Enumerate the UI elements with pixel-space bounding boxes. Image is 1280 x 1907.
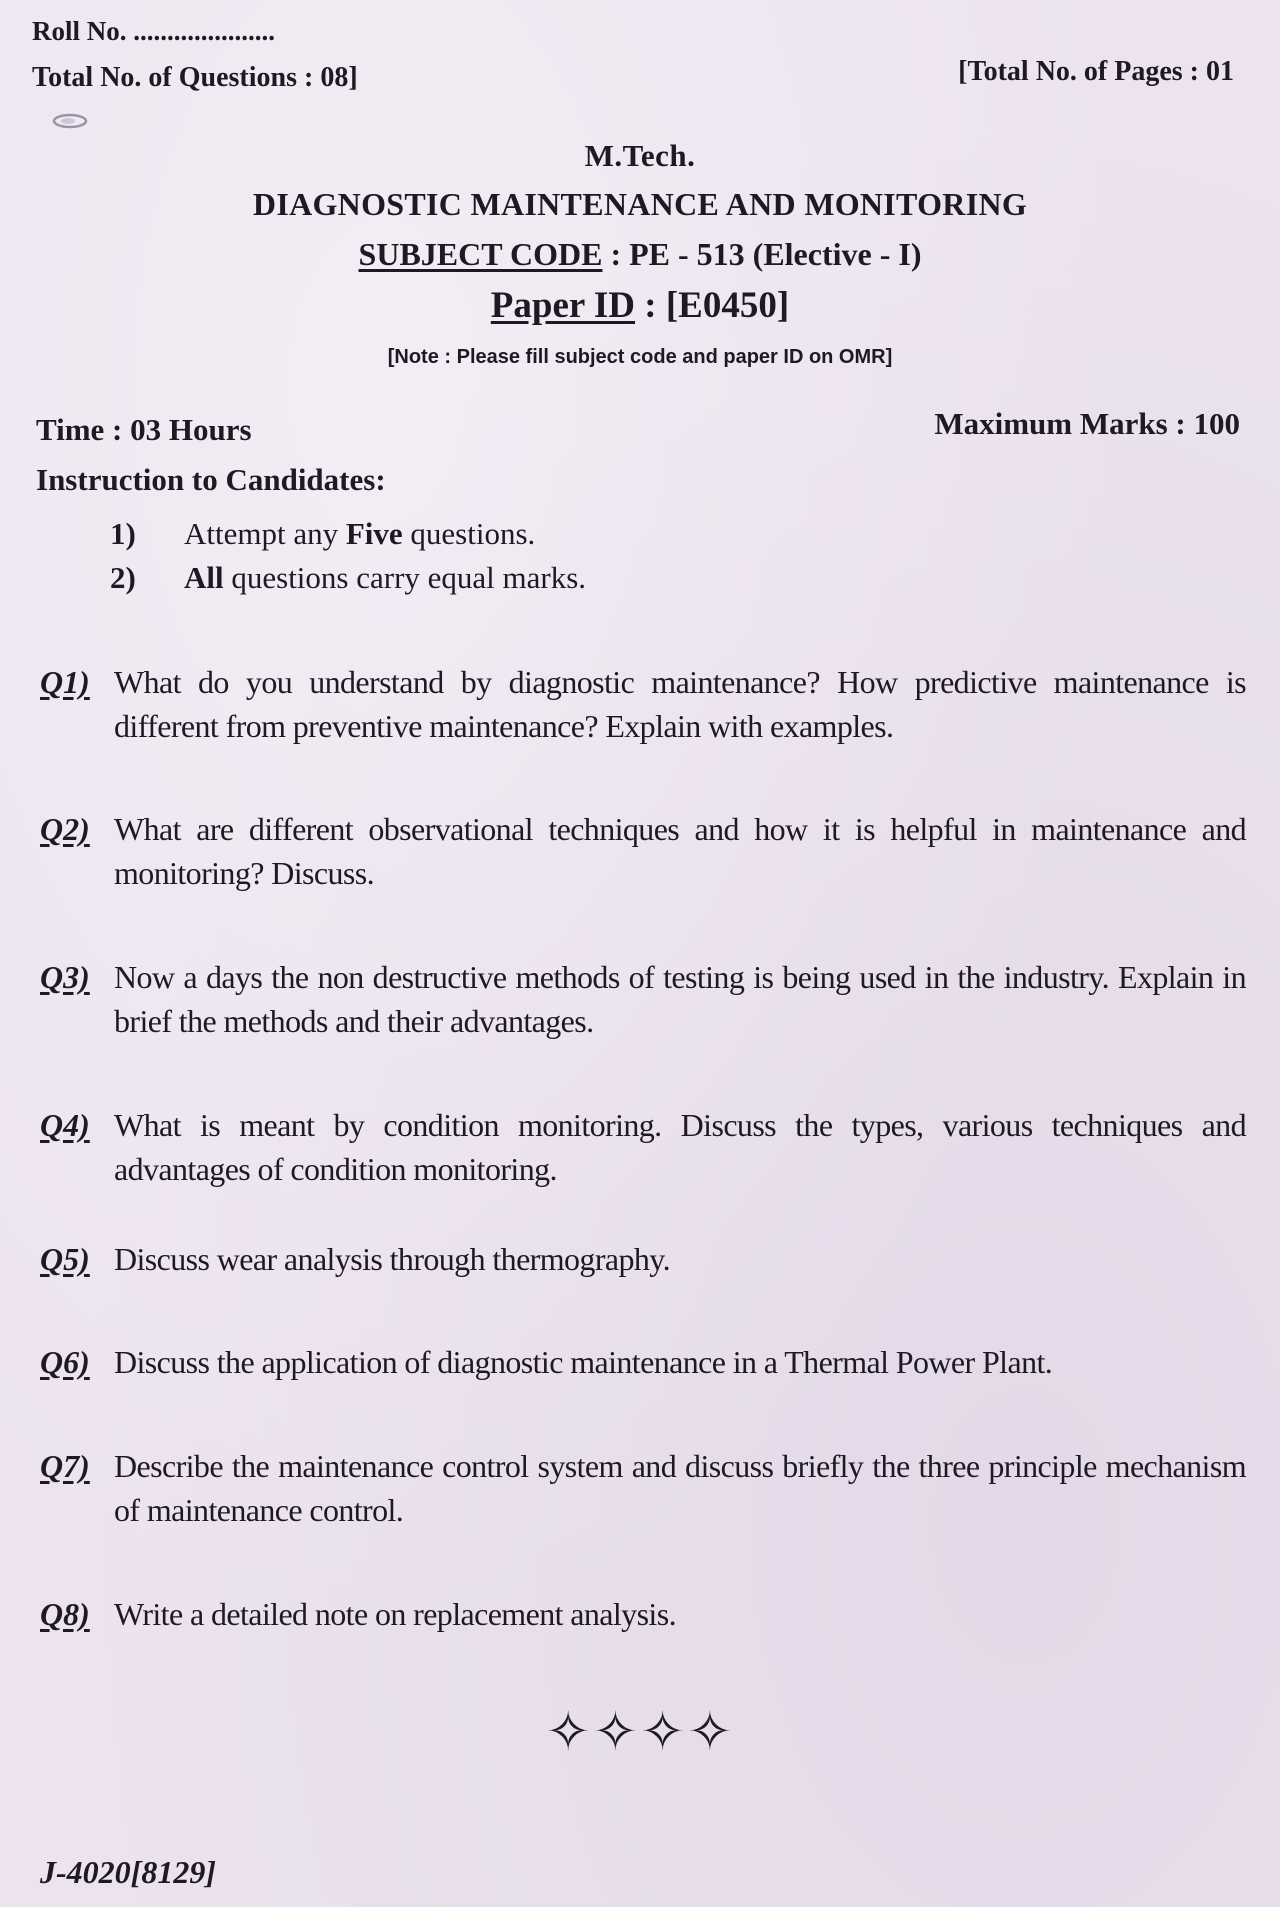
paper-id-value: : [E0450] <box>644 285 790 326</box>
instructions-heading: Instruction to Candidates: <box>36 462 386 497</box>
ink-smudge-mark <box>50 112 90 130</box>
maximum-marks: Maximum Marks : 100 <box>934 406 1240 441</box>
question-number: Q4) <box>40 1107 90 1143</box>
question-text: What do you understand by diagnostic maintenance? How predictive maintenance is different from preventive maintenance? Explain with examples. <box>114 664 1246 744</box>
exam-time: Time : 03 Hours <box>36 412 252 447</box>
instruction-item <box>110 560 586 596</box>
instruction-text-bold: All <box>184 560 224 595</box>
omr-note: [Note : Please fill subject code and paper ID on OMR] <box>387 346 893 368</box>
question-item <box>40 1340 1246 1384</box>
instruction-text-post: questions. <box>402 516 536 551</box>
question-text: What is meant by condition monitoring. Discuss the types, various techniques and advantages of condition monitoring. <box>114 1107 1246 1187</box>
question-item <box>40 1237 1246 1281</box>
instruction-number: 1) <box>110 516 136 551</box>
instruction-number: 2) <box>110 560 136 595</box>
question-number: Q6) <box>40 1344 90 1380</box>
end-of-paper-marker: ✧✧✧✧ <box>545 1700 735 1763</box>
question-number: Q7) <box>40 1448 90 1484</box>
question-text: Now a days the non destructive methods of testing is being used in the industry. Explain in brief the methods and their advantages. <box>114 959 1246 1039</box>
subject-code <box>0 236 1280 273</box>
question-text: Write a detailed note on replacement analysis. <box>114 1596 676 1632</box>
question-number: Q8) <box>40 1596 90 1632</box>
question-number: Q3) <box>40 959 90 995</box>
instruction-text-bold: Five <box>345 516 403 551</box>
question-item <box>40 807 1246 895</box>
subject-code-value: : PE - 513 (Elective - I) <box>610 236 922 272</box>
question-item <box>40 1103 1246 1191</box>
paper-footer-code: J-4020[8129] <box>40 1854 216 1890</box>
degree-title: M.Tech. <box>584 138 696 173</box>
paper-id-label: Paper ID <box>490 285 636 326</box>
question-item <box>40 660 1246 748</box>
total-questions: Total No. of Questions : 08] <box>32 62 358 93</box>
question-text: Discuss the application of diagnostic maintenance in a Thermal Power Plant. <box>114 1344 1053 1380</box>
question-number: Q5) <box>40 1241 90 1277</box>
question-item <box>40 955 1246 1043</box>
roll-number-field: Roll No. ..................... <box>32 16 275 46</box>
total-pages: [Total No. of Pages : 01 <box>958 56 1234 87</box>
subject-code-label: SUBJECT CODE <box>358 236 603 272</box>
question-number: Q2) <box>40 811 90 847</box>
question-number: Q1) <box>40 664 90 700</box>
question-item <box>40 1444 1246 1532</box>
instruction-text-post: questions carry equal marks. <box>223 560 587 595</box>
question-item <box>40 1592 1246 1636</box>
instruction-item <box>110 516 535 552</box>
subject-title: DIAGNOSTIC MAINTENANCE AND MONITORING <box>252 186 1028 222</box>
question-text: Discuss wear analysis through thermography. <box>114 1241 670 1277</box>
paper-id <box>0 284 1280 327</box>
instruction-text-pre: Attempt any <box>184 516 346 551</box>
question-text: Describe the maintenance control system and discuss briefly the three principle mechanism of maintenance control. <box>114 1448 1246 1528</box>
question-text: What are different observational techniques and how it is helpful in maintenance and monitoring? Discuss. <box>114 811 1246 891</box>
